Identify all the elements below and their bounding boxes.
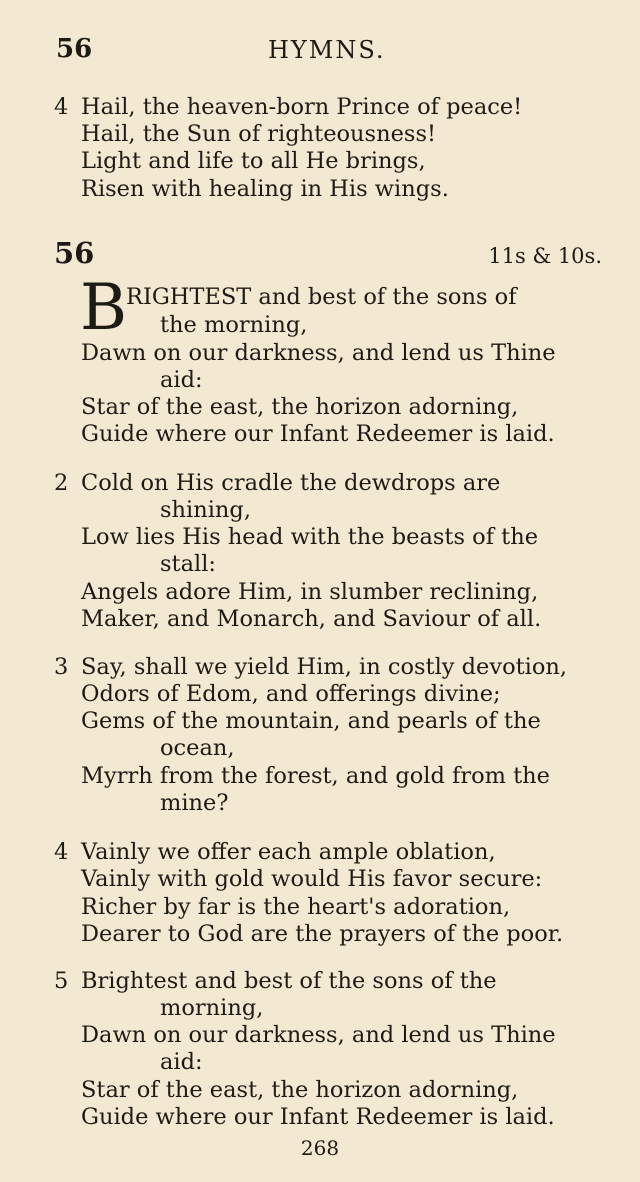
header-hymn-number: 56: [56, 34, 93, 64]
verse5-line: aid:: [160, 1049, 203, 1075]
hymn-number: 56: [54, 236, 95, 270]
verse3-line: ocean,: [160, 735, 235, 761]
verse2-line: shining,: [160, 497, 251, 523]
verse1-line: Star of the east, the horizon adorning,: [81, 394, 519, 420]
drop-cap: B: [80, 271, 128, 345]
verse2-line: stall:: [160, 551, 216, 577]
hymn-meter: 11s & 10s.: [488, 244, 602, 268]
verse1-line: Guide where our Infant Redeemer is laid.: [81, 421, 555, 447]
verse4-line: Vainly with gold would His favor secure:: [81, 866, 543, 892]
verse2-line: Cold on His cradle the dewdrops are: [81, 470, 501, 496]
verse5-line: Star of the east, the horizon adorning,: [81, 1077, 519, 1103]
verse3-line: Gems of the mountain, and pearls of the: [81, 708, 541, 734]
verse1-line: aid:: [160, 367, 203, 393]
verse3-line: mine?: [160, 790, 229, 816]
verse5-line: Guide where our Infant Redeemer is laid.: [81, 1104, 555, 1130]
verse5-line: Brightest and best of the sons of the: [81, 968, 497, 994]
prev-verse-line: Hail, the Sun of righteousness!: [81, 121, 437, 147]
verse2-line: Angels adore Him, in slumber reclining,: [81, 579, 539, 605]
verse1-line: the morning,: [160, 312, 308, 338]
verse3-line: Myrrh from the forest, and gold from the: [81, 763, 550, 789]
verse5-line: morning,: [160, 995, 264, 1021]
running-header: [56, 34, 600, 70]
verse2-line: Low lies His head with the beasts of the: [81, 524, 539, 550]
header-title: HYMNS.: [268, 36, 386, 64]
prev-verse-number: 4: [54, 94, 69, 120]
prev-verse-line: Light and life to all He brings,: [81, 148, 426, 174]
verse2-number: 2: [54, 470, 69, 496]
verse3-line: Say, shall we yield Him, in costly devotion,: [81, 654, 568, 680]
verse4-line: Richer by far is the heart's adoration,: [81, 894, 511, 920]
prev-verse-line: Hail, the heaven-born Prince of peace!: [81, 94, 523, 120]
verse4-number: 4: [54, 839, 69, 865]
page-number-footer: 268: [300, 1136, 340, 1160]
verse4-line: Dearer to God are the prayers of the poor.: [81, 921, 564, 947]
verse4-line: Vainly we offer each ample oblation,: [81, 839, 496, 865]
verse1-line: Dawn on our darkness, and lend us Thine: [81, 340, 556, 366]
verse5-number: 5: [54, 968, 69, 994]
verse3-line: Odors of Edom, and offerings divine;: [81, 681, 501, 707]
prev-verse-line: Risen with healing in His wings.: [81, 176, 449, 202]
verse1-line: [126, 284, 600, 311]
verse3-number: 3: [54, 654, 69, 680]
verse5-line: Dawn on our darkness, and lend us Thine: [81, 1022, 556, 1048]
verse1-line-text: RIGHTEST and best of the sons of: [126, 284, 517, 310]
verse2-line: Maker, and Monarch, and Saviour of all.: [81, 606, 542, 632]
